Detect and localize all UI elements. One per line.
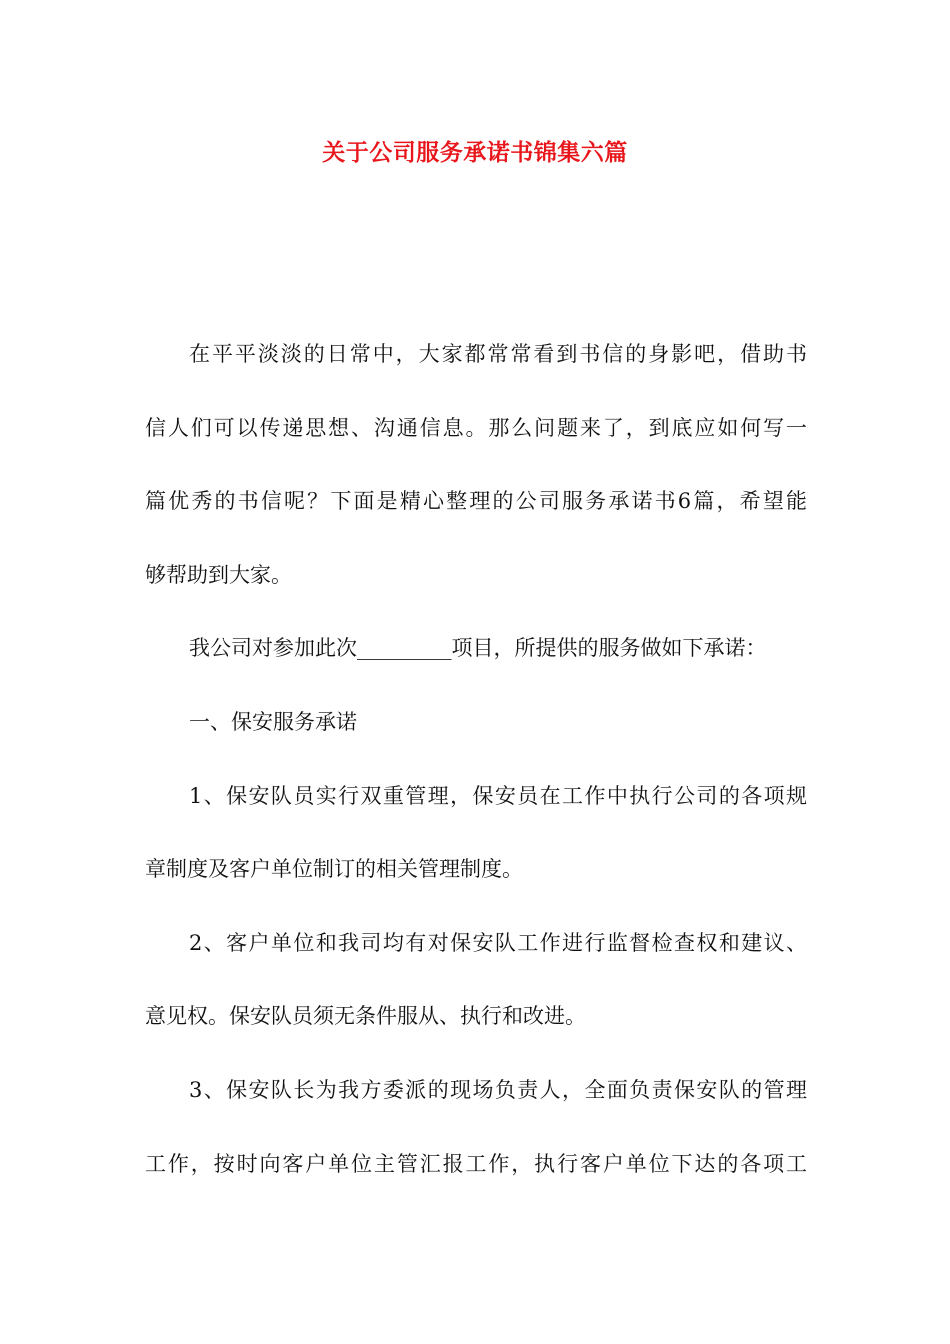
- paragraph-line: 信人们可以传递思想、沟通信息。那么问题来了，到底应如何写一: [145, 415, 807, 440]
- paragraph-line: 2、客户单位和我司均有对保安队工作进行监督检查权和建议、: [189, 930, 807, 955]
- paragraph-line: 篇优秀的书信呢？下面是精心整理的公司服务承诺书6篇，希望能: [145, 489, 807, 514]
- document-body: [145, 318, 807, 1201]
- paragraph-line: 在平平淡淡的日常中，大家都常常看到书信的身影吧，借助书: [189, 342, 807, 366]
- paragraph-line: 3、保安队长为我方委派的现场负责人，全面负责保安队的管理: [189, 1077, 807, 1102]
- paragraph-line: 章制度及客户单位制订的相关管理制度。: [145, 857, 523, 882]
- paragraph-line: 1、保安队员实行双重管理，保安员在工作中执行公司的各项规: [189, 783, 807, 808]
- paragraph-line: 工作，按时向客户单位主管汇报工作，执行客户单位下达的各项工: [145, 1151, 807, 1176]
- paragraph-line: 够帮助到大家。: [145, 562, 292, 587]
- paragraph-line: 意见权。保安队员须无条件服从、执行和改进。: [145, 1004, 586, 1029]
- paragraph-line: 我公司对参加此次_________项目，所提供的服务做如下承诺：: [189, 636, 767, 661]
- section-heading: 一、保安服务承诺: [189, 709, 357, 734]
- document-title: 关于公司服务承诺书锦集六篇: [322, 140, 628, 166]
